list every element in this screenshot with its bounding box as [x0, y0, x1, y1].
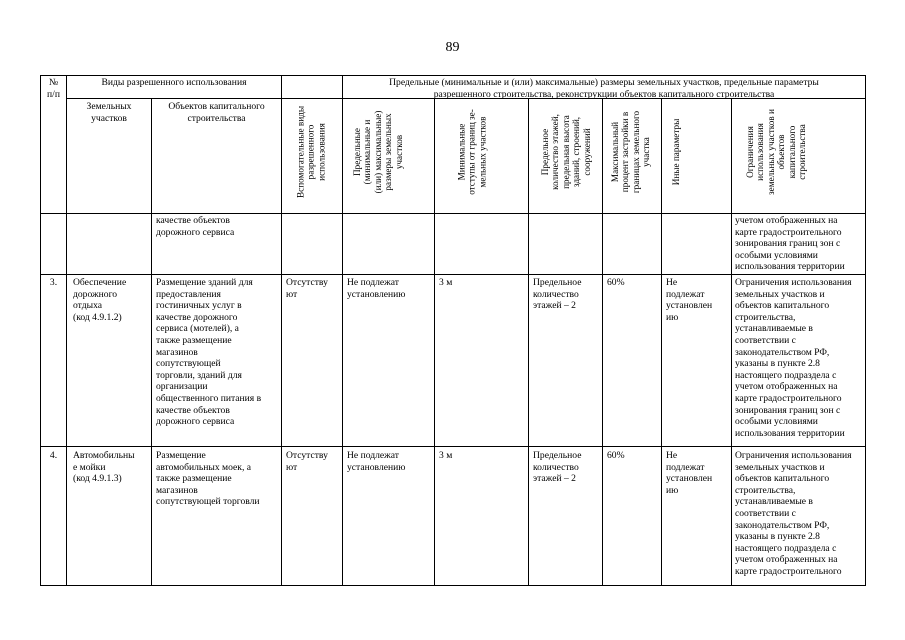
table-cell: Ограничения использования земельных участков и объектов капитального строительства, устанавливаемые в соответствии с законодательством РФ, указаны в пункте 2.8 настоящего подраздела с учетом отображенных на карте градостроительного: [735, 450, 852, 577]
table-cell: Отсутству ют: [286, 450, 328, 473]
table-cell: Не подлежат установлен ию: [666, 450, 713, 496]
column-divider: [528, 98, 529, 586]
header-limit-size: Предельные (минимальные и (или) максимальные) размеры земельных участков: [351, 110, 404, 194]
row-divider: [40, 274, 865, 275]
column-divider: [342, 75, 343, 586]
column-divider: [66, 75, 67, 586]
header-num: № п/п: [47, 77, 60, 100]
column-divider: [661, 98, 662, 586]
header-floors: Предельное количество этажей, предельная высота зданий, строений, сооружений: [539, 114, 592, 190]
table-cell: Размещение зданий для предоставления гостиничных услуг в качестве дорожного сервиса (мотелей), а также размещение магазинов сопутствующей торговли, зданий для организации общественного питания в качестве объектов дорожного сервиса: [156, 277, 262, 428]
header-uses-group: Виды разрешенного использования: [101, 77, 247, 88]
table-cell: Не подлежат установлению: [347, 450, 406, 473]
page-number: 89: [445, 40, 460, 55]
table-cell: Предельное количество этажей – 2: [533, 277, 582, 312]
header-coverage: Максимальный процент застройки в границах земельного участка: [610, 110, 652, 194]
table-cell: 3.: [49, 277, 58, 288]
table-border-bottom: [40, 585, 865, 586]
table-border-left: [40, 75, 41, 586]
table-cell: Не подлежат установлению: [347, 277, 406, 300]
table-cell: 60%: [607, 450, 625, 461]
table-cell: Ограничения использования земельных участков и объектов капитального строительства, устанавливаемые в соответствии с законодательством РФ, указаны в пункте 2.8 настоящего подраздела с учетом отображенных на карте градостроительного зонирования границ зон с особыми условиями использования территории: [735, 277, 852, 439]
table-cell: Не подлежат установлен ию: [666, 277, 713, 323]
table-border-top: [40, 75, 865, 76]
column-divider: [434, 98, 435, 586]
column-divider: [281, 75, 282, 586]
table-cell: 3 м: [439, 450, 453, 461]
table-cell: 3 м: [439, 277, 453, 288]
header-aux: Вспомогательные виды разрешенного использования: [295, 106, 327, 198]
column-divider: [151, 98, 152, 586]
table-cell: Размещение автомобильных моек, а также размещение магазинов сопутствующей торговли: [156, 450, 260, 508]
table-cell: Автомобильны е мойки (код 4.9.1.3): [73, 450, 135, 485]
column-divider: [731, 98, 732, 586]
header-restrictions: Ограничения использования земельных участков и объектов капитального строительства: [744, 109, 807, 195]
table-cell: Обеспечение дорожного отдыха (код 4.9.1.2): [73, 277, 127, 323]
column-divider: [602, 98, 603, 586]
header-land: Земельных участков: [86, 101, 132, 124]
table-border-right: [865, 75, 866, 586]
table-cell: Отсутству ют: [286, 277, 328, 300]
table-cell: качестве объектов дорожного сервиса: [156, 215, 235, 238]
table-cell: 4.: [49, 450, 58, 461]
header-setbacks: Минимальные отступы от границ зе- мельных участков: [456, 109, 488, 195]
header-limits-group: Предельные (минимальные и (или) максимальные) размеры земельных участков, предельные параметры разрешенного строительства, реконструкции объектов капитального строительства: [389, 77, 819, 100]
table-cell: 60%: [607, 277, 625, 288]
table-cell: учетом отображенных на карте градостроительного зонирования границ зон с особыми условиями использования территории: [735, 215, 845, 273]
row-divider: [40, 446, 865, 447]
table-cell: Предельное количество этажей – 2: [533, 450, 582, 485]
header-bottom-line: [40, 213, 865, 214]
header-other: Иные параметры: [670, 118, 681, 186]
header-capital: Объектов капитального строительства: [168, 101, 265, 124]
